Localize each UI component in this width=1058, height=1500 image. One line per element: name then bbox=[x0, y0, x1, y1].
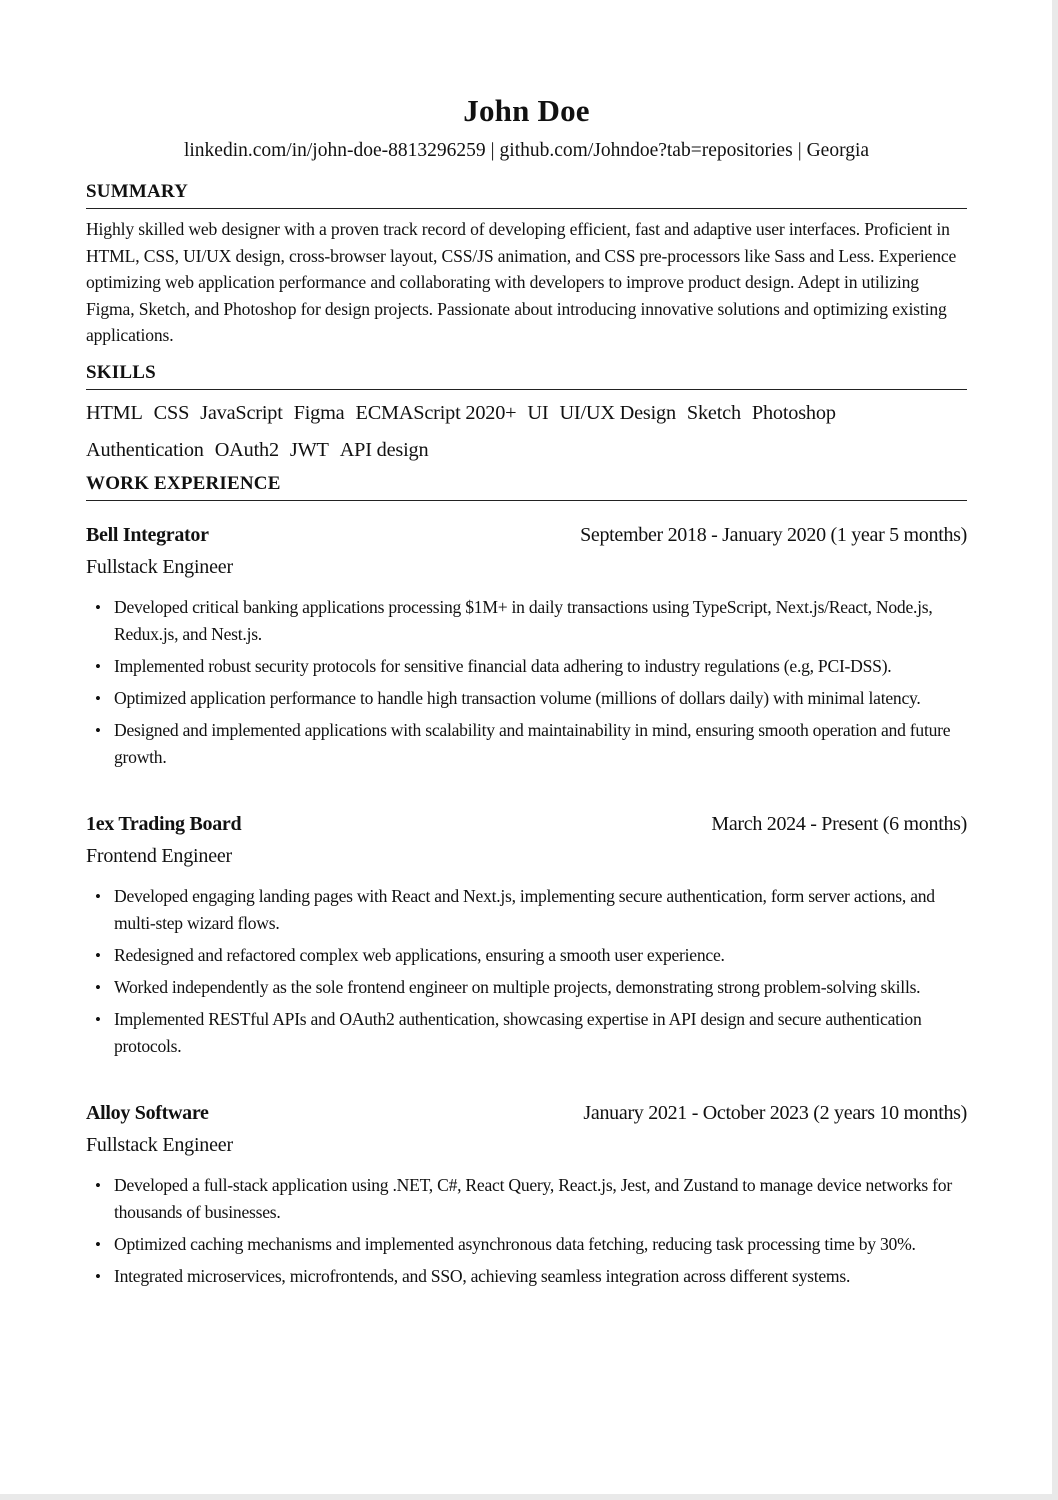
summary-heading: SUMMARY bbox=[86, 180, 967, 209]
contact-separator: | bbox=[490, 140, 495, 161]
job-entry-alloy-software bbox=[86, 1098, 967, 1290]
summary-text: Highly skilled web designer with a proven track record of developing efficient, fast and adaptive user interfaces. Proficient in HTML, CSS, UI/UX design, cross-browser layout, CSS/JS animation, and CSS pre-processors like Sass and Less. Experience optimizing web application performance and collaborating with developers to improve product design. Adept in utilizing Figma, Sketch, and Photoshop for design projects. Passionate about introducing innovative solutions and optimizing existing applications. bbox=[86, 219, 957, 345]
job-bullet: • Optimized caching mechanisms and implemented asynchronous data fetching, reducing task processing time by 30%. bbox=[86, 1231, 967, 1258]
job-header bbox=[86, 809, 967, 839]
linkedin-link[interactable]: linkedin.com/in/john-doe-8813296259 bbox=[183, 140, 486, 161]
job-bullet: • Designed and implemented applications with scalability and maintainability in mind, ensuring smooth operation and future growth. bbox=[86, 717, 967, 771]
job-bullet: • Optimized application performance to handle high transaction volume (millions of dollars daily) with minimal latency. bbox=[86, 685, 967, 712]
skill-item: Figma bbox=[293, 401, 345, 424]
resume-content bbox=[86, 90, 967, 1295]
company-name: Alloy Software bbox=[86, 1101, 209, 1124]
skills-heading: SKILLS bbox=[86, 361, 967, 390]
skills-list bbox=[86, 395, 967, 469]
job-header bbox=[86, 1098, 967, 1128]
job-bullet: • Implemented robust security protocols for sensitive financial data adhering to industry regulations (e.g, PCI-DSS). bbox=[86, 653, 967, 680]
location-text: Georgia bbox=[806, 140, 870, 161]
work-experience-heading: WORK EXPERIENCE bbox=[86, 472, 967, 501]
job-bullet: • Redesigned and refactored complex web applications, ensuring a smooth user experience. bbox=[86, 942, 967, 969]
skill-item: JWT bbox=[289, 438, 329, 461]
github-link[interactable]: github.com/Johndoe?tab=repositories bbox=[499, 140, 793, 161]
skill-item: Photoshop bbox=[751, 401, 836, 424]
job-dates: September 2018 - January 2020 (1 year 5 months) bbox=[580, 523, 967, 546]
job-role: Fullstack Engineer bbox=[86, 555, 233, 578]
job-dates: March 2024 - Present (6 months) bbox=[711, 812, 967, 835]
job-bullet: • Implemented RESTful APIs and OAuth2 authentication, showcasing expertise in API design and secure authentication protocols. bbox=[86, 1006, 967, 1060]
job-entry-1ex-trading-board bbox=[86, 809, 967, 1060]
job-dates: January 2021 - October 2023 (2 years 10 months) bbox=[583, 1101, 967, 1124]
company-name: Bell Integrator bbox=[86, 523, 209, 546]
skill-item: API design bbox=[339, 438, 429, 461]
job-header bbox=[86, 520, 967, 550]
contact-separator: | bbox=[797, 140, 802, 161]
job-bullet: • Developed a full-stack application using .NET, C#, React Query, React.js, Jest, and Zustand to manage device networks for thousands of businesses. bbox=[86, 1172, 967, 1226]
skill-item: HTML bbox=[86, 401, 143, 424]
job-role: Frontend Engineer bbox=[86, 844, 233, 867]
company-name: 1ex Trading Board bbox=[86, 812, 242, 835]
job-bullet: • Developed engaging landing pages with React and Next.js, implementing secure authentication, form server actions, and multi-step wizard flows. bbox=[86, 883, 967, 937]
job-bullets bbox=[86, 883, 967, 1060]
job-bullet: • Developed critical banking applications processing $1M+ in daily transactions using TypeScript, Next.js/React, Node.js, Redux.js, and Nest.js. bbox=[86, 594, 967, 648]
job-entry-bell-integrator bbox=[86, 520, 967, 771]
skill-item: JavaScript bbox=[200, 401, 283, 424]
job-bullet: • Integrated microservices, microfrontends, and SSO, achieving seamless integration across different systems. bbox=[86, 1263, 967, 1290]
skill-item: CSS bbox=[153, 401, 190, 424]
job-bullets bbox=[86, 594, 967, 771]
contact-line bbox=[86, 137, 967, 165]
skill-item: Authentication bbox=[86, 438, 204, 461]
job-bullet: • Worked independently as the sole frontend engineer on multiple projects, demonstrating strong problem-solving skills. bbox=[86, 974, 967, 1001]
skill-item: ECMAScript 2020+ bbox=[355, 401, 517, 424]
skill-item: UI bbox=[527, 401, 549, 424]
skill-item: Sketch bbox=[686, 401, 741, 424]
job-bullets bbox=[86, 1172, 967, 1290]
job-role: Fullstack Engineer bbox=[86, 1133, 233, 1156]
candidate-name: John Doe bbox=[463, 93, 590, 128]
skill-item: OAuth2 bbox=[214, 438, 279, 461]
skill-item: UI/UX Design bbox=[559, 401, 676, 424]
